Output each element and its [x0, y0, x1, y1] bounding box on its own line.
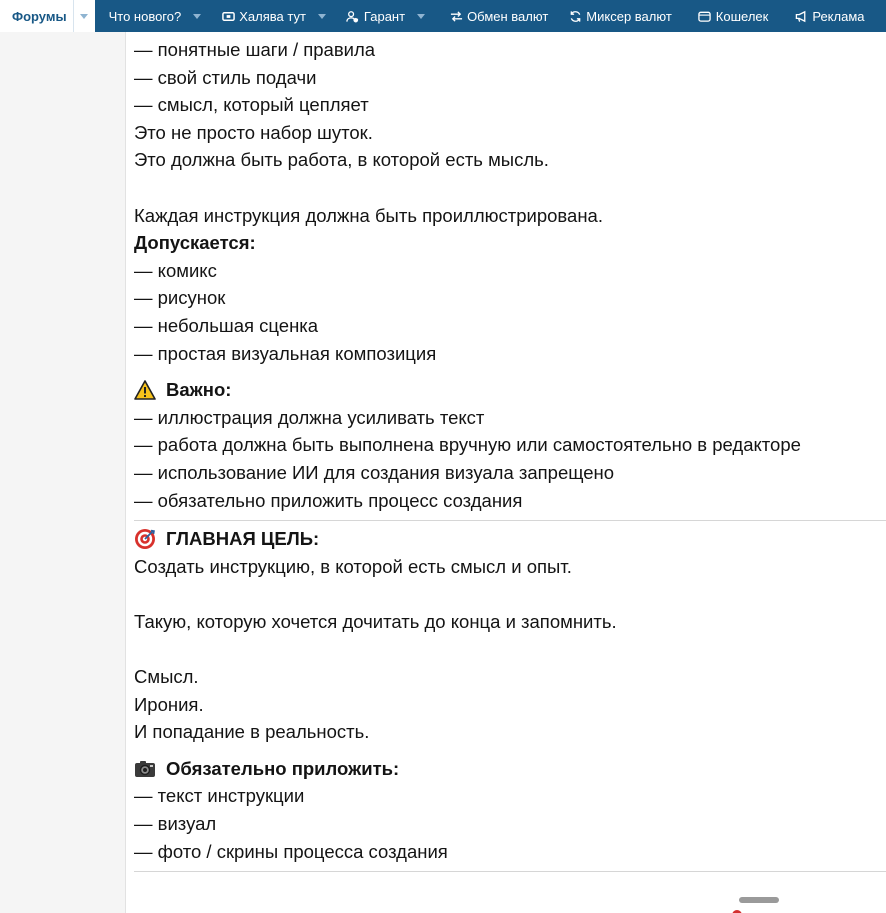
- post-line: И попадание в реальность.: [134, 721, 370, 743]
- post-content-area: [126, 32, 886, 913]
- post-gap: [134, 746, 886, 755]
- post-line: Смысл.: [134, 666, 199, 688]
- warning-icon: [134, 379, 156, 401]
- goal-heading-row: [134, 525, 886, 553]
- post-list-item: — визуал: [134, 813, 217, 835]
- post-list-item: — простая визуальная композиция: [134, 342, 437, 364]
- target-icon: [134, 528, 156, 550]
- post-line: Создать инструкцию, в которой есть смысл и опыт.: [134, 555, 572, 577]
- post-list-item: — использование ИИ для создания визуала запрещено: [134, 461, 615, 483]
- important-heading-row: [134, 376, 886, 404]
- nav-tab-guarantor-label: Гарант: [363, 8, 406, 24]
- post-line: — смысл, который цепляет: [134, 94, 369, 116]
- mixer-icon: [568, 9, 582, 23]
- post-line: — понятные шаги / правила: [134, 39, 376, 60]
- post-list-item: — комикс: [134, 259, 217, 281]
- nav-tab-advertising-label: Реклама: [812, 8, 865, 24]
- megaphone-icon: [794, 9, 808, 23]
- post-body: [126, 32, 886, 872]
- attach-heading-row: [134, 755, 886, 783]
- post-line: Каждая инструкция должна быть проиллюстрирована.: [134, 204, 603, 226]
- post-list-item: — фото / скрины процесса создания: [134, 840, 448, 862]
- section-divider: [134, 520, 886, 521]
- top-navigation-bar: [0, 0, 886, 32]
- nav-tab-freebies[interactable]: [209, 0, 334, 32]
- chevron-down-icon: [80, 14, 88, 19]
- allowed-heading: Допускается:: [134, 232, 256, 254]
- wallet-icon: [698, 9, 712, 23]
- post-list-item: — рисунок: [134, 287, 226, 309]
- attach-heading: Обязательно приложить:: [166, 757, 400, 779]
- post-list-item: — небольшая сценка: [134, 314, 319, 336]
- nav-tab-forums-dropdown-toggle[interactable]: [73, 0, 95, 32]
- nav-tab-currency-exchange-label: Обмен валют: [467, 8, 549, 24]
- user-shield-icon: [346, 9, 360, 23]
- nav-tab-forums[interactable]: [0, 0, 95, 32]
- ticket-icon: [221, 9, 235, 23]
- post-list-item: — работа должна быть выполнена вручную или самостоятельно в редакторе: [134, 434, 801, 456]
- nav-tab-wallet[interactable]: [680, 0, 777, 32]
- post-blank-line: [134, 635, 886, 663]
- section-divider: [134, 871, 886, 872]
- left-sidebar: [0, 32, 126, 913]
- goal-heading: ГЛАВНАЯ ЦЕЛЬ:: [166, 528, 320, 550]
- post-blank-line: [134, 580, 886, 608]
- nav-tab-currency-mixer-label: Миксер валют: [586, 8, 672, 24]
- nav-tab-advertising[interactable]: [776, 0, 872, 32]
- exchange-icon: [449, 9, 463, 23]
- nav-tab-currency-exchange[interactable]: [433, 0, 556, 32]
- nav-tab-forums-label: Форумы: [12, 8, 67, 24]
- chevron-down-icon[interactable]: [193, 14, 201, 19]
- post-line: Это не просто набор шуток.: [134, 121, 373, 143]
- post-blank-line: [134, 174, 886, 202]
- nav-tab-whats-new-label: Что нового?: [108, 8, 182, 24]
- nav-tab-whats-new[interactable]: [95, 0, 210, 32]
- post-line: Это должна быть работа, в которой есть мысль.: [134, 149, 549, 171]
- important-heading: Важно:: [166, 379, 232, 401]
- nav-tab-currency-mixer[interactable]: [556, 0, 680, 32]
- post-list-item: — обязательно приложить процесс создания: [134, 489, 523, 511]
- chevron-down-icon[interactable]: [417, 14, 425, 19]
- post-list-item: — иллюстрация должна усиливать текст: [134, 406, 485, 428]
- post-line: Ирония.: [134, 693, 204, 715]
- post-line: Такую, которую хочется дочитать до конца и запомнить.: [134, 610, 617, 632]
- post-list-item: — текст инструкции: [134, 785, 305, 807]
- nav-tab-freebies-label: Халява тут: [239, 8, 306, 24]
- chevron-down-icon[interactable]: [318, 14, 326, 19]
- nav-tab-guarantor[interactable]: [334, 0, 433, 32]
- scroll-handle[interactable]: [739, 897, 779, 903]
- post-line: — свой стиль подачи: [134, 66, 317, 88]
- nav-tab-wallet-label: Кошелек: [715, 8, 769, 24]
- camera-icon: [134, 758, 156, 780]
- post-gap: [134, 367, 886, 376]
